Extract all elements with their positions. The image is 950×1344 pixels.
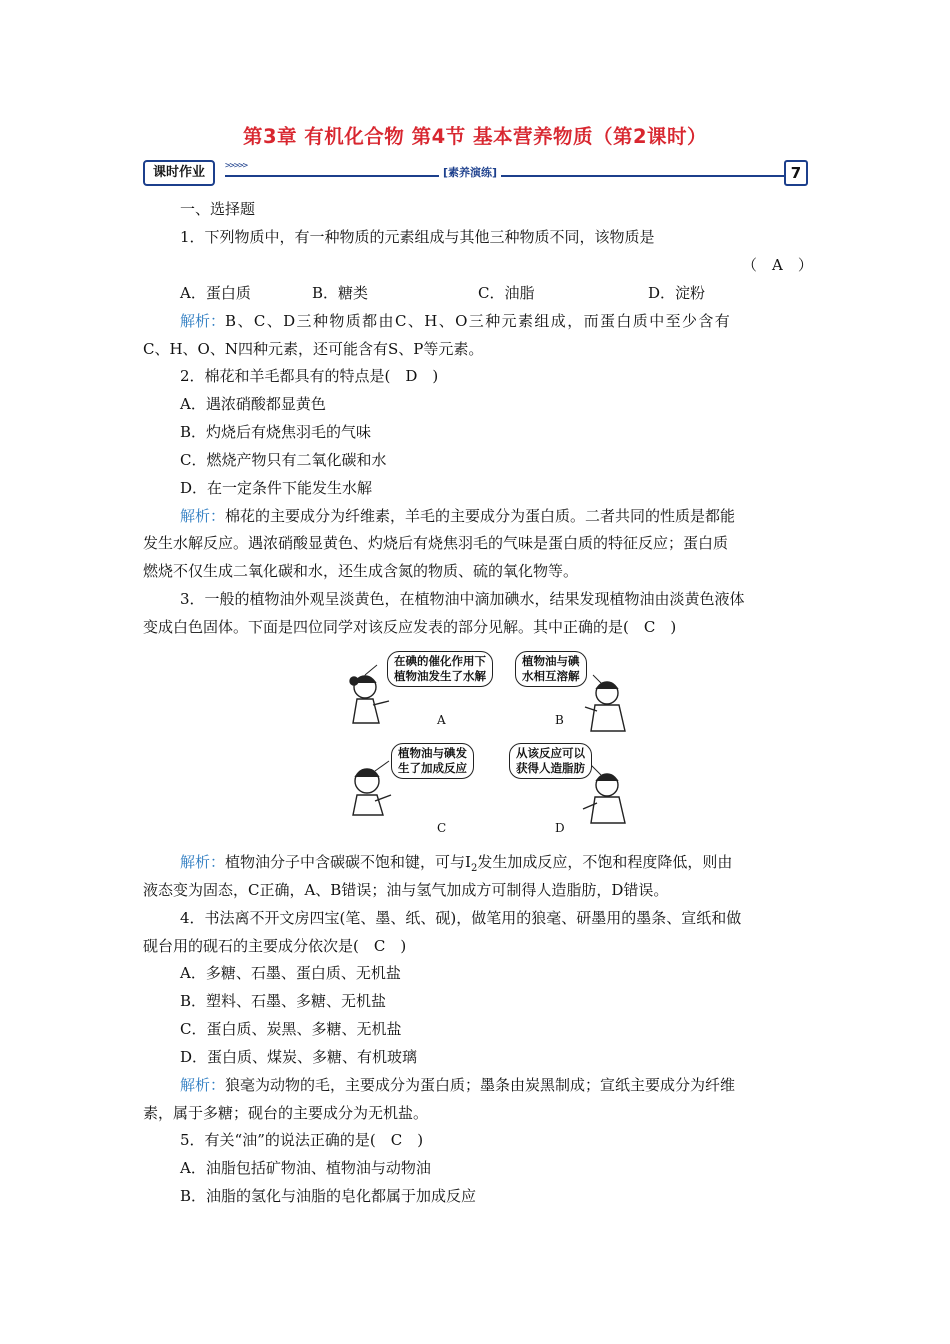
q4-option-b: B．塑料、石墨、多糖、无机盐 [180, 992, 387, 1010]
jiexi-label: 解析： [180, 1076, 226, 1094]
section-title: 一、选择题 [180, 200, 256, 218]
q4-option-a: A．多糖、石墨、蛋白质、无机盐 [180, 964, 401, 982]
q5-stem: 5．有关“油”的说法正确的是( C ) [180, 1131, 424, 1149]
q3-jiexi-i: I [465, 853, 471, 871]
bubble-c-line-1: 植物油与碘发 [398, 746, 467, 760]
label-a: A [437, 713, 446, 727]
q2-jiexi-line-2: 发生水解反应。遇浓硝酸显黄色、灼烧后有烧焦羽毛的气味是蛋白质的特征反应；蛋白质 [143, 534, 729, 552]
q3-figure [345, 645, 635, 845]
bubble-d [509, 743, 592, 779]
person-a-icon [350, 665, 389, 723]
q1-jiexi-line-1 [180, 311, 731, 331]
q3-jiexi-line-2: 液态变为固态，C正确，A、B错误；油与氢气加成方可制得人造脂肪，D错误。 [143, 881, 669, 899]
bubble-a-line-1: 在碘的催化作用下 [394, 654, 486, 668]
q1-stem: 1．下列物质中，有一种物质的元素组成与其他三种物质不同，该物质是 [180, 228, 655, 246]
q4-jiexi-line-2: 素，属于多糖；砚台的主要成分为无机盐。 [143, 1104, 429, 1122]
q2-jiexi-line-1 [180, 506, 735, 526]
q1-jiexi-text-1: B、C、D三种物质都由C、H、O三种元素组成，而蛋白质中至少含有 [225, 312, 732, 330]
q1-option-a: A．蛋白质 [180, 284, 251, 302]
q1-jiexi-line-2: C、H、O、N四种元素，还可能含有S、P等元素。 [143, 340, 484, 358]
q1-answer: （ A ） [742, 256, 813, 274]
q2-option-c: C．燃烧产物只有二氧化碳和水 [180, 451, 387, 469]
q4-option-c: C．蛋白质、炭黑、多糖、无机盐 [180, 1020, 402, 1038]
q1-option-c: C．油脂 [478, 284, 535, 302]
q2-stem: 2．棉花和羊毛都具有的特点是( D ) [180, 367, 439, 385]
q3-jiexi-text-1a: 植物油分子中含碳碳不饱和键，可与 [225, 853, 466, 871]
label-b: B [555, 713, 564, 727]
q2-jiexi-text-1: 棉花的主要成分为纤维素，羊毛的主要成分为蛋白质。二者共同的性质是都能 [225, 507, 736, 525]
q3-stem-line-1: 3．一般的植物油外观呈淡黄色，在植物油中滴加碘水，结果发现植物油由淡黄色液体 [180, 590, 745, 608]
banner-number: 7 [784, 160, 808, 186]
q3-stem-line-2: 变成白色固体。下面是四位同学对该反应发表的部分见解。其中正确的是( C ) [143, 618, 677, 636]
q2-option-a: A．遇浓硝酸都显黄色 [180, 395, 326, 413]
bubble-d-line-1: 从该反应可以 [516, 746, 585, 760]
q5-option-a: A．油脂包括矿物油、植物油与动物油 [180, 1159, 431, 1177]
q4-option-d: D．蛋白质、煤炭、多糖、有机玻璃 [180, 1048, 418, 1066]
banner-tag: 课时作业 [143, 160, 215, 186]
section-banner [143, 158, 808, 186]
bubble-c-line-2: 生了加成反应 [398, 761, 467, 775]
q4-stem-line-2: 砚台用的砚石的主要成分依次是( C ) [143, 937, 407, 955]
q2-option-b: B．灼烧后有烧焦羽毛的气味 [180, 423, 372, 441]
bubble-d-line-2: 获得人造脂肪 [516, 761, 585, 775]
banner-line [225, 175, 786, 177]
q3-jiexi-line-1 [180, 852, 732, 879]
jiexi-label: 解析： [180, 507, 226, 525]
q1-option-b: B．糖类 [312, 284, 369, 302]
q4-stem-line-1: 4．书法离不开文房四宝(笔、墨、纸、砚)，做笔用的狼毫、研墨用的墨条、宣纸和做 [180, 909, 742, 927]
q2-jiexi-line-3: 燃烧不仅生成二氧化碳和水，还生成含氮的物质、硫的氧化物等。 [143, 562, 579, 580]
q1-option-d: D．淀粉 [648, 284, 706, 302]
q2-option-d: D．在一定条件下能发生水解 [180, 479, 373, 497]
label-c: C [437, 821, 447, 835]
person-b-icon [585, 675, 625, 731]
banner-section: [素养演练] [439, 164, 501, 180]
q4-jiexi-text-1: 狼毫为动物的毛，主要成分为蛋白质；墨条由炭黑制成；宣纸主要成分为纤维 [225, 1076, 736, 1094]
page-title: 第3章 有机化合物 第4节 基本营养物质（第2课时） [242, 125, 708, 148]
person-c-icon [353, 761, 391, 815]
bubble-b-line-1: 植物油与碘 [522, 654, 580, 668]
q4-jiexi-line-1 [180, 1075, 735, 1095]
banner-arrows: >>>>> [225, 161, 248, 171]
q5-option-b: B．油脂的氢化与油脂的皂化都属于加成反应 [180, 1187, 477, 1205]
label-d: D [555, 821, 565, 835]
q3-jiexi-text-1c: 发生加成反应，不饱和程度降低，则由 [477, 853, 733, 871]
jiexi-label: 解析： [180, 312, 226, 330]
jiexi-label: 解析： [180, 853, 226, 871]
bubble-b [515, 651, 587, 687]
bubble-a-line-2: 植物油发生了水解 [394, 669, 486, 683]
bubble-b-line-2: 水相互溶解 [522, 669, 580, 683]
q3-jiexi-sub: 2 [470, 863, 478, 874]
bubble-a [387, 651, 493, 687]
bubble-c [391, 743, 474, 779]
